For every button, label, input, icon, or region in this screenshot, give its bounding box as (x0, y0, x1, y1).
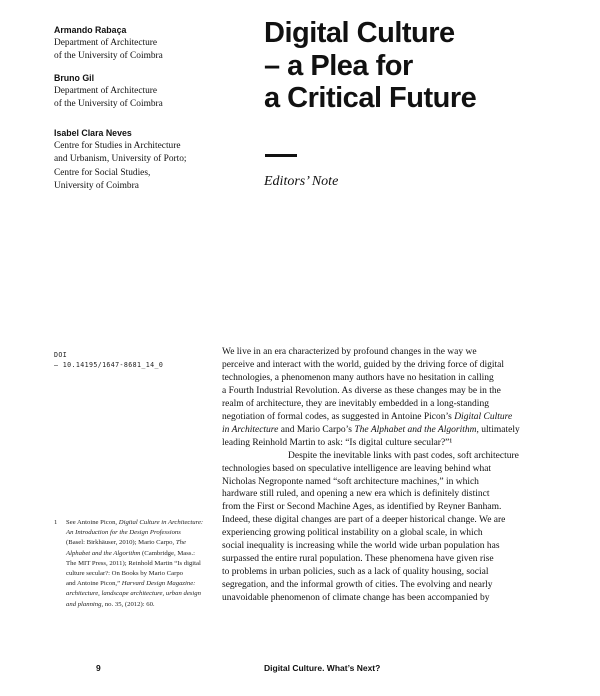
footnote-line: The MIT Press, 2011); Reinhold Martin “Is digital (66, 559, 201, 567)
body-line (222, 424, 546, 437)
footnote-text-run: See Antoine Picon, (66, 519, 119, 526)
author-block-2 (54, 72, 244, 112)
author-affiliation-line: Department of Architecture (54, 38, 158, 49)
author-affiliation-line: and Urbanism, University of Porto; (54, 154, 187, 165)
body-line: from the First or Second Machine Ages, as identified by Reyner Banham. (222, 502, 502, 513)
author-affiliation-line: of the University of Coimbra (54, 51, 163, 62)
body-line: segregation, and the informal growth of cities. The evolving and nearly (222, 580, 493, 591)
title-rule (265, 154, 297, 157)
journal-title: architecture, landscape architecture, urban design (66, 590, 201, 598)
body-line: Nicholas Negroponte named “soft architecture machines,” in which (222, 476, 479, 487)
body-line: leading Reinhold Martin to ask: “Is digital culture secular?”¹ (222, 437, 453, 448)
title-line: – a Plea for (264, 49, 413, 82)
author-name: Armando Rabaça (54, 25, 127, 35)
author-affiliation-line: University of Coimbra (54, 180, 139, 191)
footnote-text-run: , no. 35, (2012): 60. (101, 600, 155, 608)
body-line: social inequality is increasing while the world wide urban population has (222, 541, 500, 552)
body-line: Indeed, these digital changes are part of a deeper historical change. We are (222, 515, 506, 526)
article-title (264, 17, 584, 115)
footnote-body (66, 518, 226, 610)
author-affiliation-line: Centre for Social Studies, (54, 167, 151, 178)
footnote-line (66, 528, 226, 538)
article-subtitle: Editors’ Note (264, 174, 339, 189)
body-line: experiencing growing political instability on a global scale, in which (222, 528, 483, 539)
title-line: a Critical Future (264, 82, 477, 114)
body-line: unavoidable phenomenon of climate change has been accompanied by (222, 593, 490, 604)
author-name: Bruno Gil (54, 73, 95, 83)
author-affiliation-line: Centre for Studies in Architecture (54, 141, 181, 152)
body-line: Despite the inevitable links with past codes, soft architecture (288, 450, 519, 461)
author-affiliation-line: Department of Architecture (54, 86, 158, 97)
body-text-run: negotiation of formal codes, as suggested in Antoine Picon’s (222, 411, 455, 422)
doi-label: DOI (54, 351, 68, 359)
journal-title: Harvard Design Magazine: (121, 580, 196, 588)
footnote-text-run: (Cambridge, Mass.: (140, 549, 195, 557)
body-line: surpassed the entire rural population. These phenomena have given rise (222, 554, 494, 565)
body-text-run: and Mario Carpo’s (278, 424, 355, 435)
footnote-text-run: (Basel: Birkhäuser, 2010); Mario Carpo, (66, 539, 176, 547)
footnote-line (66, 579, 226, 589)
footnote-number: 1 (54, 519, 58, 526)
book-title: The Alphabet and the Algorithm (354, 424, 477, 435)
footnote-line (66, 549, 226, 559)
body-line: technologies, a phenomenon many authors have no hesitation in calling (222, 372, 494, 383)
book-title: Digital Culture in Architecture: (118, 519, 204, 526)
body-line: hardware still ruled, and opening a new era which is definitely distinct (222, 489, 490, 500)
footnote-line: culture secular?: On Books by Mario Carpo (66, 570, 184, 578)
body-line: We live in an era characterized by profound changes in the way we (222, 347, 477, 357)
author-affiliation-line: of the University of Coimbra (54, 99, 163, 110)
book-title: An Introduction for the Design Professions (66, 529, 181, 537)
footnote-line (66, 600, 226, 610)
body-line: a Fourth Industrial Revolution. As diverse as these changes may be in the (222, 385, 501, 396)
author-name: Isabel Clara Neves (54, 128, 132, 138)
title-line: Digital Culture (264, 17, 455, 49)
body-line: perceive and interact with the world, guided by the driving force of digital (222, 359, 505, 370)
footnote-line (66, 518, 226, 528)
footnote-line (66, 589, 226, 599)
book-title: Alphabet and the Algorithm (66, 549, 141, 557)
body-text (222, 346, 546, 605)
book-title: in Architecture (222, 424, 279, 435)
doi-block (54, 350, 224, 370)
journal-title: and planning (66, 600, 102, 608)
book-title: The (175, 539, 186, 547)
running-title: Digital Culture. What’s Next? (264, 663, 381, 673)
footnote-line (66, 538, 226, 548)
book-title: Digital Culture (454, 411, 513, 422)
body-line: realm of architecture, they are inevitably embedded in a long-standing (222, 398, 489, 409)
body-line (222, 411, 546, 424)
footnote-text-run: and Antoine Picon,” (66, 580, 122, 588)
body-text-run: , ultimately (476, 424, 520, 435)
author-block-3 (54, 127, 244, 193)
body-line: to problems in urban policies, such as a lack of quality housing, social (222, 567, 489, 578)
body-line: technologies based on speculative intelligence are leaving behind what (222, 463, 492, 474)
author-block-1 (54, 24, 244, 64)
page-number: 9 (96, 663, 101, 673)
doi-link[interactable]: – 10.14195/1647-8681_14_0 (54, 361, 164, 369)
